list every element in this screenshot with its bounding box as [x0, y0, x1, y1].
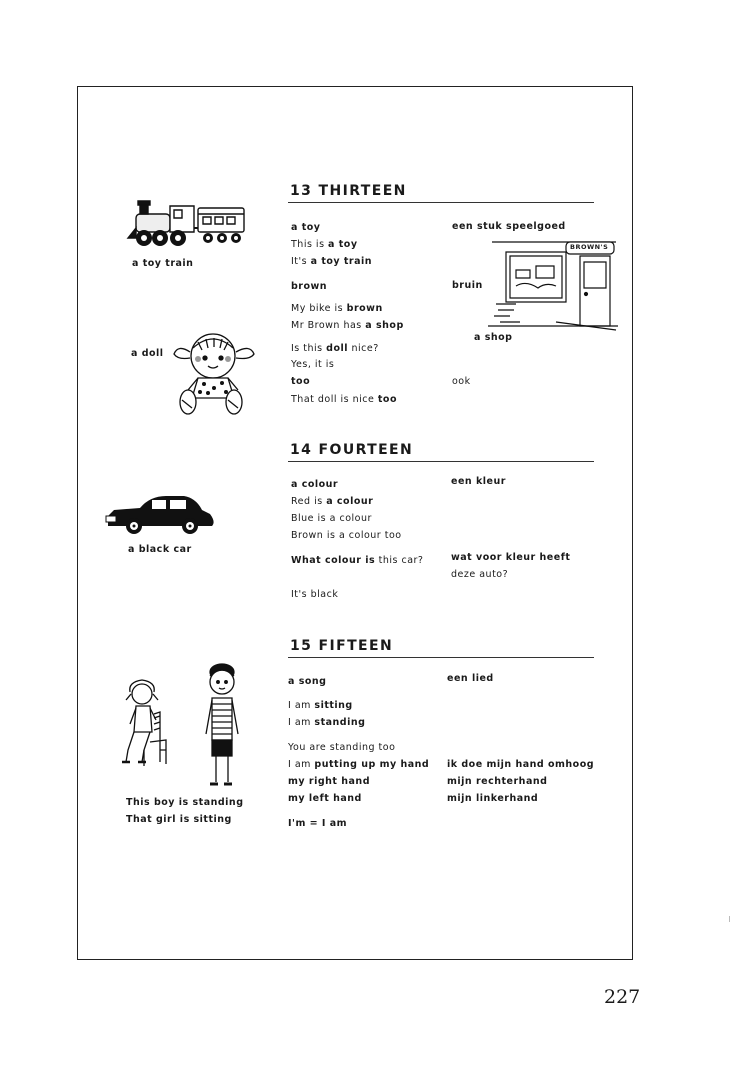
s15-line-you-standing: You are standing too [288, 742, 396, 753]
s13-line-toy-train: It's a toy train [291, 256, 373, 267]
caption-girl-sitting: That girl is sitting [126, 814, 232, 825]
s15-line-sitting: I am sitting [288, 700, 353, 711]
caption-boy-standing: This boy is standing [126, 797, 244, 808]
section-15-title: 15 FIFTEEN [290, 638, 394, 654]
section-14-title: 14 FOURTEEN [290, 442, 414, 458]
s15-line-standing: I am standing [288, 717, 366, 728]
s14-line-blue: Blue is a colour [291, 513, 372, 524]
s15-translation-right-hand: mijn rechterhand [447, 776, 548, 787]
margin-mark [729, 916, 730, 922]
s13-line-toy: a toy [291, 222, 321, 233]
black-car-illustration [104, 494, 216, 536]
caption-shop: a shop [474, 332, 513, 343]
section-13-title: 13 THIRTEEN [290, 183, 407, 199]
s13-line-yes-it-is: Yes, it is [291, 359, 335, 370]
s13-line-mr-brown-shop: Mr Brown has a shop [291, 320, 404, 331]
s13-translation-toy: een stuk speelgoed [452, 221, 566, 232]
s15-translation-hand-up: ik doe mijn hand omhoog [447, 759, 595, 770]
toy-train-illustration [126, 198, 248, 250]
s13-line-too: too [291, 376, 311, 387]
s13-line-is-this-doll: Is this doll nice? [291, 343, 379, 354]
s15-line-left-hand: my left hand [288, 793, 362, 804]
s15-line-song: a song [288, 676, 327, 687]
s15-line-putting-up-hand: I am putting up my hand [288, 759, 430, 770]
s13-translation-too: ook [452, 376, 471, 387]
s14-line-colour: a colour [291, 479, 339, 490]
s13-translation-brown: bruin [452, 280, 483, 291]
s13-line-this-is-toy: This is a toy [291, 239, 358, 250]
s13-line-doll-nice-too: That doll is nice too [291, 394, 397, 405]
children-illustration [120, 658, 250, 792]
caption-toy-train: a toy train [132, 258, 194, 269]
s15-translation-left-hand: mijn linkerhand [447, 793, 539, 804]
s14-translation-this-car: deze auto? [451, 569, 509, 580]
s15-line-right-hand: my right hand [288, 776, 370, 787]
s14-line-red: Red is a colour [291, 496, 374, 507]
s13-line-brown: brown [291, 281, 328, 292]
s15-line-im-i-am: I'm = I am [288, 818, 348, 829]
section-14-rule [288, 461, 594, 462]
s14-translation-colour: een kleur [451, 476, 506, 487]
doll-illustration [168, 330, 260, 418]
s14-translation-what-colour: wat voor kleur heeft [451, 552, 571, 563]
s13-line-bike-brown: My bike is brown [291, 303, 383, 314]
s15-translation-song: een lied [447, 673, 494, 684]
s14-line-brown-too: Brown is a colour too [291, 530, 402, 541]
shop-sign: BROWN'S [570, 243, 609, 251]
caption-doll: a doll [131, 348, 164, 359]
section-15-rule [288, 657, 594, 658]
page-number: 227 [604, 986, 641, 1008]
s14-line-its-black: It's black [291, 589, 339, 600]
s14-line-what-colour: What colour is this car? [291, 555, 424, 566]
caption-black-car: a black car [128, 544, 192, 555]
section-13-rule [288, 202, 594, 203]
